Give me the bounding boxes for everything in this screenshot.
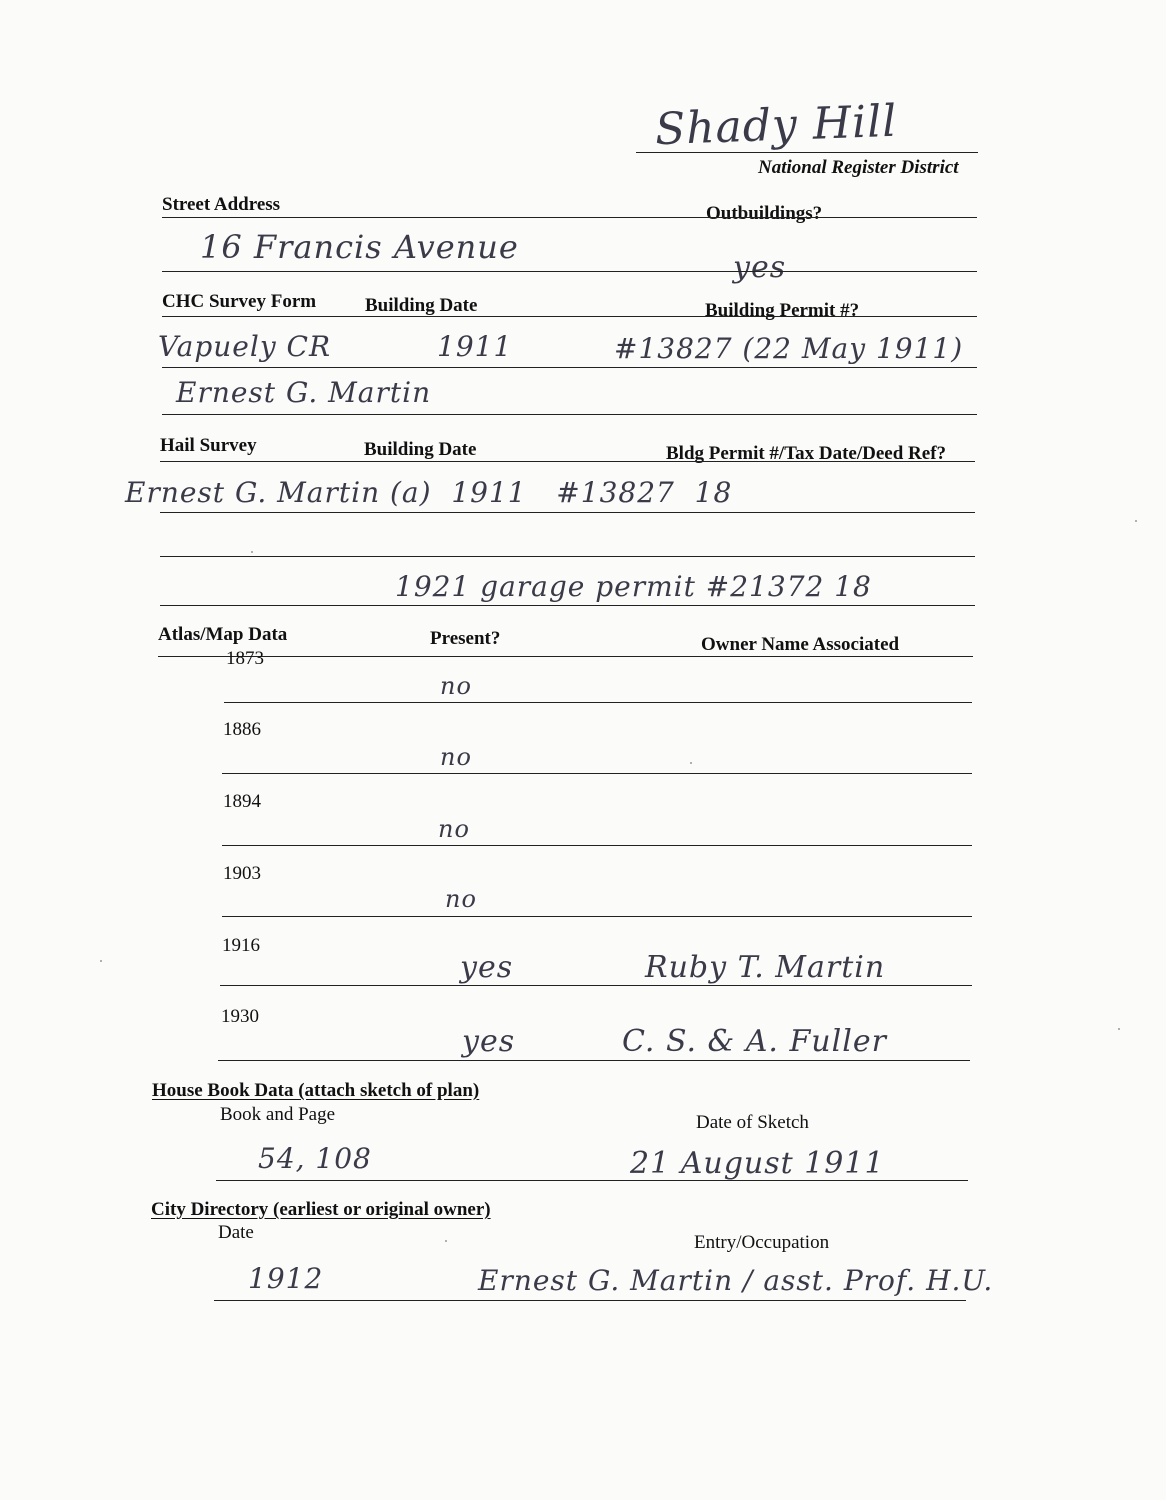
city-directory-label: City Directory (earliest or original owner) bbox=[151, 1199, 491, 1220]
hail-row3-handwritten: 1921 garage permit #21372 18 bbox=[395, 570, 872, 603]
scan-speck bbox=[690, 762, 692, 764]
atlas-row-line bbox=[222, 916, 972, 917]
street-label-line bbox=[162, 217, 977, 218]
atlas-present: yes bbox=[460, 950, 514, 985]
hail-building-date-label: Building Date bbox=[364, 439, 477, 460]
chc-second-line bbox=[162, 414, 977, 415]
street-answer-line bbox=[162, 271, 977, 272]
chc-permit-label: Building Permit #? bbox=[705, 300, 860, 321]
atlas-present: no bbox=[440, 743, 472, 771]
chc-survey-label: CHC Survey Form bbox=[162, 291, 317, 312]
atlas-year: 1886 bbox=[223, 719, 261, 740]
house-book-sketch-handwritten: 21 August 1911 bbox=[630, 1146, 885, 1181]
hail-row3-line bbox=[160, 605, 975, 606]
district-label: National Register District bbox=[758, 157, 959, 178]
atlas-year: 1916 bbox=[222, 935, 260, 956]
atlas-year: 1903 bbox=[223, 863, 261, 884]
atlas-present: no bbox=[440, 672, 472, 700]
house-book-book-handwritten: 54, 108 bbox=[258, 1142, 372, 1175]
city-directory-entry-handwritten: Ernest G. Martin / asst. Prof. H.U. bbox=[478, 1264, 994, 1297]
city-directory-entry-label: Entry/Occupation bbox=[694, 1232, 830, 1253]
street-address-label: Street Address bbox=[162, 194, 281, 215]
district-name-handwritten: Shady Hill bbox=[654, 95, 899, 156]
city-directory-line bbox=[214, 1300, 966, 1301]
chc-permit-handwritten: #13827 (22 May 1911) bbox=[614, 332, 964, 365]
outbuildings-label: Outbuildings? bbox=[706, 203, 823, 224]
hail-row2-line bbox=[160, 556, 975, 557]
house-book-line bbox=[216, 1180, 968, 1181]
hail-survey-label: Hail Survey bbox=[160, 435, 257, 456]
atlas-year: 1930 bbox=[221, 1006, 259, 1027]
chc-answer-line bbox=[162, 367, 977, 368]
city-directory-date-handwritten: 1912 bbox=[248, 1262, 324, 1295]
city-directory-date-label: Date bbox=[218, 1222, 254, 1243]
atlas-year: 1894 bbox=[223, 791, 261, 812]
atlas-row-line bbox=[222, 845, 972, 846]
atlas-present: no bbox=[445, 885, 477, 913]
atlas-year: 1873 bbox=[226, 648, 264, 669]
chc-building-date-label: Building Date bbox=[365, 295, 478, 316]
scan-speck bbox=[445, 1240, 447, 1242]
scan-speck bbox=[1135, 520, 1137, 522]
atlas-row-line bbox=[222, 773, 972, 774]
scan-speck bbox=[100, 960, 102, 962]
chc-architect-handwritten: Ernest G. Martin bbox=[176, 376, 432, 409]
street-address-handwritten: 16 Francis Avenue bbox=[200, 228, 519, 266]
hail-row1-line bbox=[160, 512, 975, 513]
hail-row1-handwritten: Ernest G. Martin (a) 1911 #13827 18 bbox=[125, 476, 733, 509]
house-book-sketch-label: Date of Sketch bbox=[696, 1112, 809, 1133]
atlas-label-line bbox=[158, 656, 973, 657]
hail-label-line bbox=[160, 461, 975, 462]
atlas-owner: C. S. & A. Fuller bbox=[622, 1024, 887, 1059]
outbuildings-handwritten: yes bbox=[733, 250, 787, 285]
scan-speck bbox=[1118, 1028, 1120, 1030]
hail-permit-label: Bldg Permit #/Tax Date/Deed Ref? bbox=[666, 443, 947, 464]
chc-survey-handwritten: Vapuely CR bbox=[158, 330, 332, 363]
house-book-book-label: Book and Page bbox=[220, 1104, 336, 1125]
atlas-owner-label: Owner Name Associated bbox=[701, 634, 900, 655]
atlas-row-line bbox=[218, 1060, 970, 1061]
atlas-present: yes bbox=[462, 1024, 516, 1059]
chc-label-line bbox=[162, 316, 977, 317]
house-book-label: House Book Data (attach sketch of plan) bbox=[152, 1080, 480, 1101]
atlas-label: Atlas/Map Data bbox=[158, 624, 288, 645]
atlas-owner: Ruby T. Martin bbox=[645, 950, 886, 985]
atlas-row-line bbox=[224, 702, 972, 703]
atlas-present: no bbox=[438, 815, 470, 843]
district-line bbox=[636, 152, 978, 153]
atlas-present-label: Present? bbox=[430, 628, 501, 649]
chc-date-handwritten: 1911 bbox=[437, 330, 513, 363]
atlas-row-line bbox=[220, 985, 972, 986]
scan-speck bbox=[251, 551, 253, 553]
